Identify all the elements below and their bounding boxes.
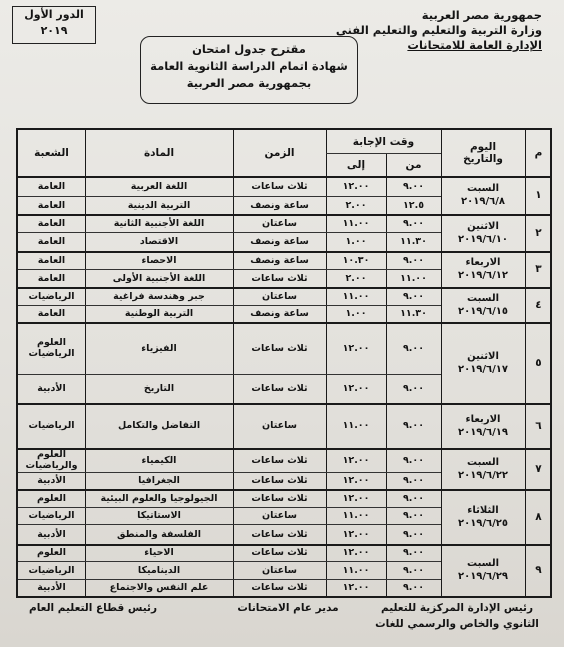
cell-start-time: ١١.٣٠: [400, 308, 427, 319]
cell-start-time: ٩.٠٠: [403, 475, 425, 486]
cell-subject: الديناميكا: [137, 564, 181, 576]
cell-duration: ثلاث ساعات: [251, 582, 308, 593]
cell-branch: الرياضيات: [28, 420, 75, 431]
cell-subject: الفيزياء: [141, 342, 177, 354]
cell-start-time: ٩.٠٠: [403, 528, 425, 540]
exam-year: ٢٠١٩: [40, 24, 68, 37]
cell-duration: ثلاث ساعات: [251, 454, 308, 466]
cell-subject: التفاضل والتكامل: [117, 420, 201, 431]
cell-start-time: ٩.٠٠: [403, 420, 425, 431]
cell-duration: ساعتان: [262, 217, 297, 229]
cell-subject: الاحياء: [144, 547, 174, 558]
cell-day-date: السبت ٢٠١٩/٦/٢٩: [457, 558, 509, 582]
cell-row-number: ٦: [535, 419, 542, 432]
cell-row-number: ٣: [535, 263, 542, 275]
cell-end-time: ١١.٠٠: [342, 420, 370, 431]
cell-branch: الأدبية: [37, 582, 66, 593]
cell-subject: الاستاتيكا: [137, 510, 181, 521]
cell-branch: العامة: [37, 180, 66, 192]
cell-duration: ساعتان: [262, 290, 297, 302]
exam-round-label: الدور الأول: [24, 8, 84, 21]
cell-row-number: ٨: [535, 510, 542, 523]
cell-branch: الأدبية: [37, 475, 66, 486]
signature-central-admin: رئيس الإدارة المركزية للتعليم الثانوي والخاص والرسمي للغات: [375, 602, 539, 630]
cell-start-time: ٩.٠٠: [403, 217, 425, 229]
cell-start-time: ٩.٠٠: [403, 254, 425, 266]
header-to: إلى: [346, 158, 366, 171]
header-answer-time: وقت الإجابة: [352, 135, 415, 148]
cell-branch: العامة: [37, 199, 66, 211]
cell-day-date: الاثنين ٢٠١٩/٦/١٠: [457, 220, 509, 245]
cell-start-time: ٩.٠٠: [403, 342, 425, 354]
cell-subject: التربية الدينية: [127, 199, 191, 211]
cell-branch: العامة: [37, 272, 66, 284]
cell-start-time: ٩.٠٠: [403, 492, 425, 504]
cell-start-time: ٩.٠٠: [403, 383, 425, 394]
cell-row-number: ٧: [535, 462, 542, 475]
cell-end-time: ١١.٠٠: [342, 564, 370, 576]
cell-duration: ثلاث ساعات: [251, 180, 308, 192]
header-day-date: اليوم والتاريخ: [463, 141, 503, 165]
cell-branch: العامة: [37, 308, 66, 319]
cell-start-time: ١١.٠٠: [400, 272, 427, 284]
cell-end-time: ١١.٠٠: [342, 217, 370, 229]
cell-branch: الرياضيات: [28, 290, 75, 302]
cell-end-time: ١.٠٠: [345, 236, 367, 247]
cell-duration: ثلاث ساعات: [251, 342, 308, 354]
cell-subject: الكيمياء: [141, 454, 177, 466]
cell-duration: ساعة ونصف: [250, 254, 309, 266]
cell-branch: العلوم: [37, 492, 66, 504]
cell-end-time: ١٢.٠٠: [342, 528, 370, 540]
cell-branch: الرياضيات: [28, 510, 75, 521]
cell-start-time: ١١.٣٠: [400, 236, 427, 247]
cell-start-time: ٩.٠٠: [403, 180, 425, 192]
cell-subject: اللغة الأجنبية الأولى: [112, 272, 206, 284]
cell-subject: الجغرافيا: [138, 475, 180, 486]
cell-row-number: ٩: [535, 564, 542, 576]
cell-subject: جبر وهندسة فراغية: [113, 290, 205, 302]
exam-schedule-table: [16, 128, 552, 598]
cell-subject: الاحصاء: [141, 254, 177, 266]
cell-end-time: ١١.٠٠: [342, 290, 370, 302]
cell-duration: ثلاث ساعات: [251, 547, 308, 558]
cell-branch: الأدبية: [37, 528, 66, 540]
cell-subject: اللغة الأجنبية الثانية: [113, 217, 205, 229]
cell-subject: الجيولوجيا والعلوم البيئية: [100, 492, 218, 504]
cell-end-time: ١٢.٠٠: [342, 582, 370, 593]
signature-sector-head: رئيس قطاع التعليم العام: [29, 602, 157, 614]
cell-end-time: ١٢.٠٠: [342, 475, 370, 486]
header-duration: الزمن: [264, 147, 295, 159]
cell-branch: العامة: [37, 236, 66, 247]
cell-branch: الرياضيات: [28, 564, 75, 576]
cell-subject: التاريخ: [143, 383, 175, 394]
cell-end-time: ١٢.٠٠: [342, 547, 370, 558]
cell-end-time: ٢.٠٠: [345, 199, 367, 211]
cell-branch: العلوم والرياضيات: [25, 449, 78, 471]
cell-start-time: ٩.٠٠: [403, 290, 425, 302]
header-ministry: وزارة التربية والتعليم والتعليم الفني: [335, 23, 542, 37]
cell-day-date: السبت ٢٠١٩/٦/٨: [461, 183, 505, 207]
cell-start-time: ٩.٠٠: [403, 510, 425, 521]
cell-day-date: الاربعاء ٢٠١٩/٦/١٩: [457, 413, 509, 438]
cell-start-time: ٩.٠٠: [403, 582, 425, 593]
cell-row-number: ٢: [535, 226, 542, 239]
cell-day-date: الاربعاء ٢٠١٩/٦/١٢: [457, 257, 509, 281]
cell-branch: العامة: [37, 217, 66, 229]
cell-row-number: ٤: [535, 298, 542, 311]
cell-duration: ثلاث ساعات: [251, 383, 308, 394]
cell-subject: اللغة العربية: [130, 180, 188, 192]
title-line-3: بجمهورية مصر العربية: [186, 76, 312, 90]
cell-subject: الاقتصاد: [139, 236, 179, 247]
cell-end-time: ١٢.٠٠: [342, 180, 370, 192]
cell-duration: ساعة ونصف: [250, 236, 309, 247]
ministry-header: [336, 8, 542, 53]
header-country: جمهورية مصر العربية: [421, 8, 542, 22]
cell-row-number: ١: [535, 189, 542, 201]
cell-duration: ساعة ونصف: [250, 199, 309, 211]
cell-branch: العامة: [37, 254, 66, 266]
cell-subject: التربية الوطنية: [124, 308, 194, 319]
header-subject: المادة: [143, 147, 175, 159]
cell-duration: ثلاث ساعات: [251, 272, 308, 284]
cell-subject: علم النفس والاجتماع: [109, 582, 209, 593]
cell-day-date: السبت ٢٠١٩/٦/١٥: [457, 292, 509, 317]
cell-day-date: الثلاثاء ٢٠١٩/٦/٢٥: [457, 504, 509, 529]
cell-duration: ساعتان: [262, 510, 297, 521]
cell-day-date: الاثنين ٢٠١٩/٦/١٧: [457, 350, 509, 375]
signature-exams-director: مدير عام الامتحانات: [237, 602, 339, 614]
cell-subject: الفلسفة والمنطق: [117, 528, 201, 540]
cell-end-time: ١١.٠٠: [342, 510, 370, 521]
cell-duration: ثلاث ساعات: [251, 475, 308, 486]
cell-duration: ساعتان: [262, 420, 297, 431]
cell-end-time: ١٢.٠٠: [342, 342, 370, 354]
cell-start-time: ٩.٠٠: [403, 547, 425, 558]
title-line-1: مقترح جدول امتحان: [192, 42, 306, 56]
cell-duration: ساعتان: [262, 564, 297, 576]
exam-round-box: [12, 6, 96, 44]
title-line-2: شهادة اتمام الدراسة الثانوية العامة: [150, 59, 348, 73]
cell-end-time: ١٢.٠٠: [342, 492, 370, 504]
cell-duration: ساعة ونصف: [250, 308, 309, 319]
header-department: الإدارة العامة للامتحانات: [407, 38, 542, 52]
cell-start-time: ٩.٠٠: [403, 564, 425, 576]
cell-branch: العلوم الرياضيات: [28, 337, 75, 359]
cell-end-time: ١٢.٠٠: [342, 383, 370, 394]
cell-day-date: السبت ٢٠١٩/٦/٢٢: [457, 456, 509, 481]
cell-end-time: ٢.٠٠: [345, 272, 367, 284]
cell-end-time: ١٢.٠٠: [342, 454, 370, 466]
document-title-box: [140, 36, 358, 104]
header-branch: الشعبة: [34, 147, 69, 159]
cell-end-time: ١٠.٣٠: [342, 254, 370, 266]
cell-row-number: ٥: [535, 356, 542, 369]
header-num: م: [534, 147, 543, 159]
cell-start-time: ١٢.٥: [403, 199, 425, 211]
cell-end-time: ١.٠٠: [345, 308, 367, 319]
header-from: من: [405, 158, 422, 171]
cell-branch: العلوم: [37, 547, 66, 558]
cell-duration: ثلاث ساعات: [251, 492, 308, 504]
cell-start-time: ٩.٠٠: [403, 454, 425, 466]
cell-duration: ثلاث ساعات: [251, 528, 308, 540]
cell-branch: الأدبية: [37, 383, 66, 394]
